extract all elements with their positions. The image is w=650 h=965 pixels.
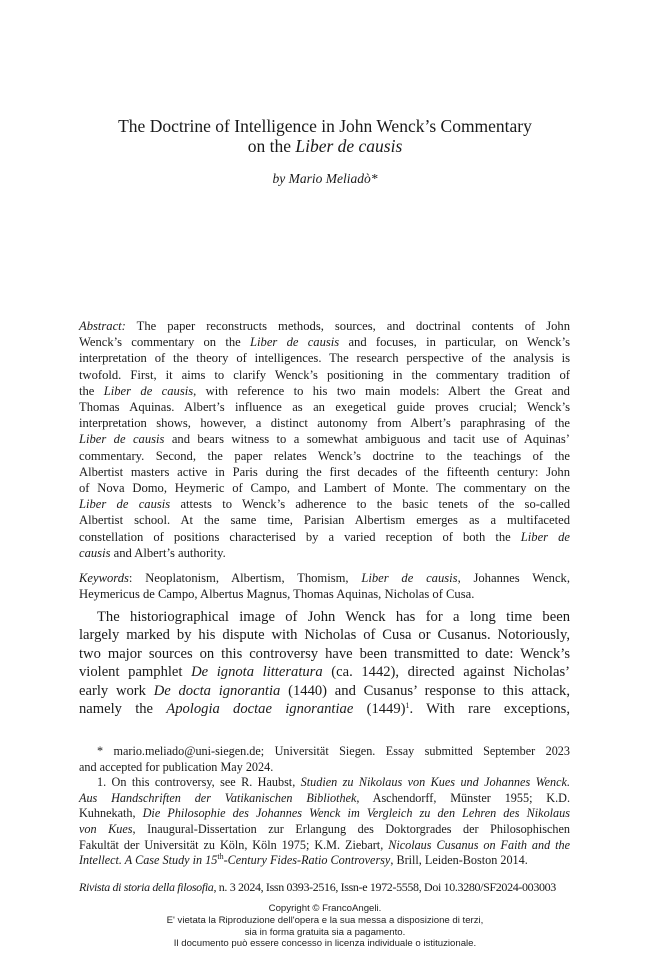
- abstract-line: the Liber de causis, with reference to his two main models: Albert the Great and: [79, 383, 570, 398]
- footnote-1-line: von Kues, Inaugural-Dissertation zur Erlangung des Doktorgrades der Philosophischen: [79, 821, 570, 836]
- abstract-line: Thomas Aquinas. Albert’s influence as an exegetical guide proves crucial; Wenck’s: [79, 400, 570, 415]
- title-line-2: [60, 136, 590, 156]
- journal-citation: [79, 880, 570, 895]
- abstract-line: Albertist masters active in Paris during the first decades of the fifteenth century: John: [79, 464, 570, 479]
- journal-details: , n. 3 2024, Issn 0393-2516, Issn-e 1972-5558, Doi 10.3280/SF2024-003003: [213, 880, 556, 894]
- footnote-1-line: Kuhnekath, Die Philosophie des Johannes Wenck im Vergleich zu den Lehren des Nikolaus: [79, 806, 570, 821]
- footnote-1-line: 1. On this controversy, see R. Haubst, Studien zu Nikolaus von Kues und Johannes Wenck.: [97, 775, 570, 790]
- abstract-line: interpretation shows, however, a distinct autonomy from Albert’s paraphrasing of the: [79, 416, 570, 431]
- title-line-2-prefix: on the: [247, 136, 296, 156]
- abstract-label: Abstract:: [79, 319, 126, 333]
- abstract-line: Liber de causis and bears witness to a somewhat ambiguous and tacit use of Aquinas’: [79, 432, 570, 447]
- footnote-1-line: Fakultät der Universität zu Köln, Köln 1975; K.M. Ziebart, Nicolaus Cusanus on Faith and the: [79, 837, 570, 852]
- footnote-1-line: Intellect. A Case Study in 15th-Century Fides-Ratio Controversy, Brill, Leiden-Boston 2014.: [79, 852, 528, 868]
- title-line-1: The Doctrine of Intelligence in John Wenck’s Commentary: [118, 116, 532, 136]
- keywords: [79, 570, 570, 602]
- copyright-line: E' vietata la Riproduzione dell'opera e la sua messa a disposizione di terzi,: [166, 914, 484, 926]
- footnote-ref[interactable]: 1: [405, 701, 410, 711]
- abstract: [79, 318, 570, 561]
- journal-name: Rivista di storia della filosofia: [79, 880, 214, 894]
- copyright-notice: [0, 903, 650, 950]
- copyright-line: Il documento può essere concesso in licenza individuale o istituzionale.: [173, 938, 477, 950]
- title-line-2-italic: Liber de causis: [295, 136, 403, 156]
- abstract-line: Liber de causis attests to Wenck’s adherence to the basic tenets of the so-called: [79, 497, 570, 512]
- abstract-line: twofold. First, it aims to clarify Wenck’s positioning in the commentary tradition of: [79, 367, 570, 382]
- footnote-author-line: * mario.meliado@uni-siegen.de; Universität Siegen. Essay submitted September 2023: [97, 744, 570, 758]
- keywords-line: Keywords: Neoplatonism, Albertism, Thomism, Liber de causis, Johannes Wenck,: [79, 571, 570, 585]
- abstract-line: commentary. Second, the paper relates Wenck’s doctrine to the teachings of the: [79, 448, 570, 463]
- body-line: largely marked by his dispute with Nicholas of Cusa or Cusanus. Notoriously,: [79, 627, 570, 644]
- author-byline: by Mario Meliadò*: [272, 171, 378, 186]
- abstract-line: Abstract: The paper reconstructs methods, sources, and doctrinal contents of John: [79, 319, 570, 333]
- keywords-line: Heymericus de Campo, Albertus Magnus, Thomas Aquinas, Nicholas of Cusa.: [79, 587, 475, 602]
- abstract-line: causis and Albert’s authority.: [79, 545, 226, 560]
- copyright-line: Copyright © FrancoAngeli.: [268, 903, 382, 914]
- abstract-line: of Nova Domo, Heymeric of Campo, and Lambert of Monte. The commentary on the: [79, 481, 570, 496]
- footnotes: [79, 744, 570, 869]
- body-line: violent pamphlet De ignota litteratura (ca. 1442), directed against Nicholas’: [79, 664, 570, 681]
- body-line: two major sources on this controversy have been transmitted to date: Wenck’s: [79, 645, 570, 662]
- abstract-line: Wenck’s commentary on the Liber de causis and focuses, in particular, on Wenck’s: [79, 335, 570, 350]
- article-title: [60, 116, 590, 156]
- abstract-line: interpretation of the theory of intelligences. The research perspective of the analysis is: [79, 351, 570, 366]
- footnote-author-line: and accepted for publication May 2024.: [79, 759, 274, 774]
- abstract-line: constellation of positions characterised by a varied reception of both the Liber de: [79, 529, 570, 544]
- body-line: The historiographical image of John Wenck has for a long time been: [97, 609, 570, 625]
- body-paragraph: [79, 608, 570, 718]
- keywords-label: Keywords: [79, 571, 129, 585]
- body-line: early work De docta ignorantia (1440) and Cusanus’ response to this attack,: [79, 682, 570, 699]
- copyright-line: sia in forma gratuita sia a pagamento.: [244, 926, 406, 938]
- footnote-1-line: Aus Handschriften der Vatikanischen Bibliothek, Aschendorff, Münster 1955; K.D.: [79, 790, 570, 805]
- body-line: namely the Apologia doctae ignorantiae $(1449)^1$. With rare exceptions,: [79, 701, 570, 718]
- abstract-line: Albertist school. At the same time, Parisian Albertism emerges as a multifaceted: [79, 513, 570, 528]
